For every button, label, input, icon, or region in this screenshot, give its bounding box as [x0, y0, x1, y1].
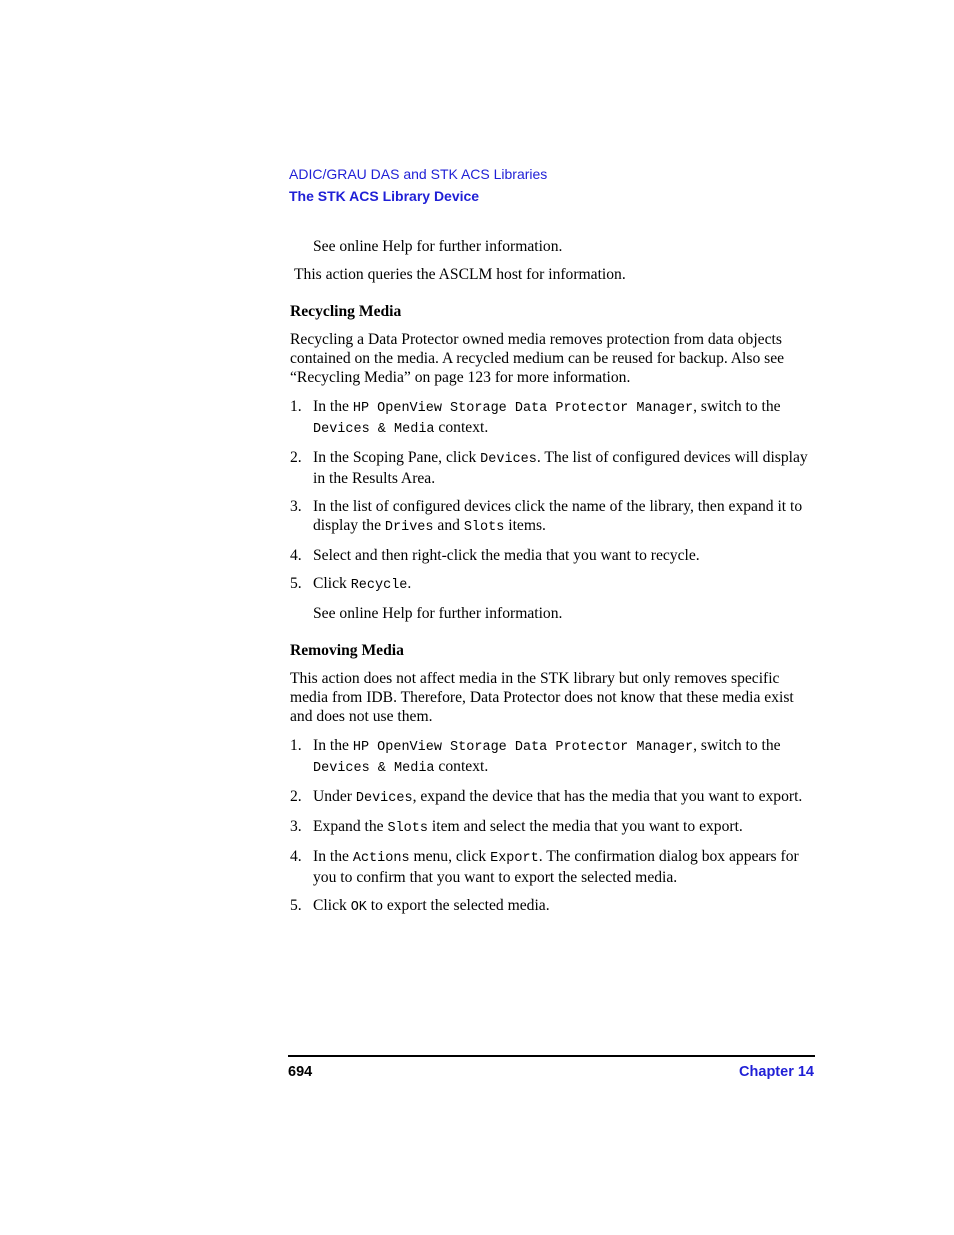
- running-header-section: ADIC/GRAU DAS and STK ACS Libraries: [289, 166, 548, 182]
- recycling-step-3: [290, 497, 820, 537]
- code-text: HP OpenView Storage Data Protector Manager: [352, 401, 694, 416]
- step-number: 4.: [290, 547, 302, 564]
- step-number: 3.: [290, 818, 302, 835]
- footer-page-number: 694: [288, 1064, 313, 1080]
- code-text: Export: [490, 851, 539, 866]
- step-text: , switch to the: [693, 737, 781, 754]
- step-text: item and select the media that you want to export.: [428, 818, 743, 835]
- recycling-steps: [290, 397, 820, 595]
- step-text: In the list of configured devices click the name of the library, then expand it to display the: [313, 498, 803, 534]
- removing-step-1: [290, 736, 820, 778]
- step-text: to export the selected media.: [366, 897, 550, 914]
- recycling-step-4: [290, 546, 820, 565]
- code-text: Recycle: [350, 578, 408, 593]
- step-number: 1.: [290, 737, 302, 754]
- removing-step-3: [290, 817, 820, 838]
- step-number: 2.: [290, 788, 302, 805]
- code-text: OK: [350, 900, 367, 915]
- recycling-help-note: See online Help for further information.: [313, 605, 563, 622]
- code-text: Devices: [480, 452, 537, 467]
- removing-step-2: [290, 787, 820, 808]
- removing-step-4: [290, 847, 820, 887]
- step-text: Expand the: [313, 818, 388, 835]
- step-number: 1.: [290, 398, 302, 415]
- code-text: Drives: [384, 520, 434, 535]
- code-text: Slots: [387, 821, 428, 836]
- code-text: Devices: [355, 791, 413, 806]
- removing-heading: Removing Media: [290, 642, 404, 659]
- step-number: 3.: [290, 498, 302, 515]
- step-text: context.: [434, 758, 489, 775]
- step-text: menu, click: [409, 848, 491, 865]
- step-number: 5.: [290, 897, 302, 914]
- recycling-paragraph: Recycling a Data Protector owned media removes protection from data objects contained on the media. A recycled medium can be reused for backup. Also see “Recycling Media” on page 123 for more information.: [290, 331, 785, 386]
- recycling-heading: Recycling Media: [290, 303, 402, 320]
- code-text: HP OpenView Storage Data Protector Manager: [352, 740, 694, 755]
- step-text: , expand the device that has the media that you want to export.: [412, 788, 803, 805]
- removing-step-5: [290, 896, 820, 917]
- step-text: and: [433, 517, 464, 534]
- step-text: Click: [313, 897, 351, 914]
- step-text: .: [407, 575, 412, 592]
- recycling-step-1: [290, 397, 820, 439]
- intro-action-note: This action queries the ASCLM host for information.: [294, 266, 626, 283]
- footer-rule: [288, 1055, 815, 1057]
- step-text: In the: [313, 398, 353, 415]
- recycling-step-5: [290, 574, 820, 595]
- step-number: 4.: [290, 848, 302, 865]
- code-text: Actions: [352, 851, 410, 866]
- body-text: [290, 237, 820, 926]
- running-header-subsection: The STK ACS Library Device: [289, 188, 480, 204]
- step-text: Select and then right-click the media that you want to recycle.: [313, 547, 700, 564]
- code-text: Devices & Media: [313, 422, 435, 437]
- step-text: In the Scoping Pane, click: [313, 449, 481, 466]
- removing-paragraph: This action does not affect media in the STK library but only removes specific media from IDB. Therefore, Data Protector does not know that these media exist and does not use them.: [290, 670, 794, 725]
- code-text: Slots: [463, 520, 505, 535]
- step-text: Under: [313, 788, 356, 805]
- code-text: Devices & Media: [313, 761, 435, 776]
- step-number: 2.: [290, 449, 302, 466]
- step-text: context.: [434, 419, 489, 436]
- footer-chapter: Chapter 14: [739, 1064, 814, 1080]
- intro-help-note: See online Help for further information.: [313, 238, 563, 255]
- step-number: 5.: [290, 575, 302, 592]
- step-text: In the: [313, 737, 353, 754]
- recycling-step-2: [290, 448, 820, 488]
- step-text: , switch to the: [693, 398, 781, 415]
- step-text: In the: [313, 848, 353, 865]
- step-text: . The list of configured devices will display in the Results Area.: [313, 449, 808, 487]
- step-text: items.: [504, 517, 546, 534]
- step-text: . The confirmation dialog box appears for you to confirm that you want to export the selected media.: [313, 848, 799, 886]
- removing-steps: [290, 736, 820, 917]
- step-text: Click: [313, 575, 351, 592]
